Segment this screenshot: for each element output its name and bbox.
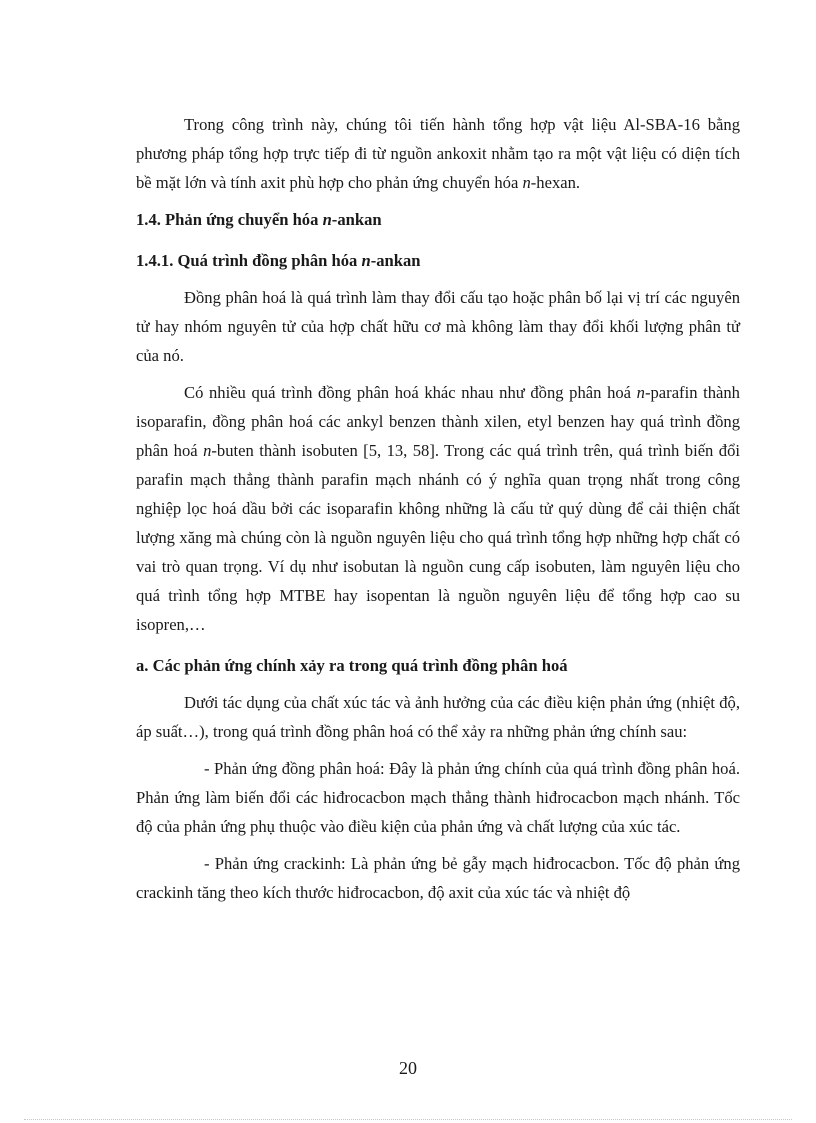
- page-number: 20: [399, 1058, 417, 1078]
- paragraph-isomerization-definition: Đồng phân hoá là quá trình làm thay đổi cấu tạo hoặc phân bố lại vị trí các nguyên tử hay nhóm nguyên tử của hợp chất hữu cơ mà không làm thay đổi khối lượng phân tử của nó.: [136, 288, 740, 365]
- page-content: [136, 110, 740, 907]
- heading-a-main-reactions: a. Các phản ứng chính xảy ra trong quá trình đồng phân hoá: [136, 656, 568, 675]
- footer-divider: [24, 1119, 792, 1120]
- paragraph-intro: Trong công trình này, chúng tôi tiến hành tổng hợp vật liệu Al-SBA-16 bằng phương pháp tổng hợp trực tiếp đi từ nguồn ankoxit nhằm tạo ra một vật liệu có diện tích bề mặt lớn và tính axit phù hợp cho phản ứng chuyển hóa n-hexan.: [136, 115, 740, 192]
- list-item-isomerization-reaction: - Phản ứng đồng phân hoá: Đây là phản ứng chính của quá trình đồng phân hoá. Phản ứng làm biến đổi các hiđrocacbon mạch thẳng thành hiđrocacbon mạch nhánh. Tốc độ của phản ứng phụ thuộc vào điều kiện của phản ứng và chất lượng của xúc tác.: [136, 759, 740, 836]
- list-item-cracking-reaction: - Phản ứng crackinh: Là phản ứng bẻ gẫy mạch hiđrocacbon. Tốc độ phản ứng crackinh tăng theo kích thước hiđrocacbon, độ axit của xúc tác và nhiệt độ: [136, 854, 740, 902]
- paragraph-isomerization-types: Có nhiều quá trình đồng phân hoá khác nhau như đồng phân hoá n-parafin thành isoparafin, đồng phân hoá các ankyl benzen thành xilen, etyl benzen hay quá trình đồng phân hoá n-buten thành isobuten [5, 13, 58]. Trong các quá trình trên, quá trình biến đổi parafin mạch thẳng thành parafin mạch nhánh có ý nghĩa quan trọng nhất trong công nghiệp lọc hoá dầu bởi các isoparafin không những là cấu tử quý dùng để cải thiện chất lượng xăng mà chúng còn là nguồn nguyên liệu cho quá trình tổng hợp những hợp chất có vai trò quan trọng. Ví dụ như isobutan là nguồn cung cấp isobuten, làm nguyên liệu cho quá trình tổng hợp MTBE hay isopentan là nguồn nguyên liệu để tổng hợp cao su isopren,…: [136, 383, 740, 634]
- paragraph-reactions-intro: Dưới tác dụng của chất xúc tác và ảnh hưởng của các điều kiện phản ứng (nhiệt độ, áp suất…), trong quá trình đồng phân hoá có thể xảy ra những phản ứng chính sau:: [136, 693, 740, 741]
- heading-1-4-1: 1.4.1. Quá trình đồng phân hóa n-ankan: [136, 251, 421, 270]
- heading-1-4: 1.4. Phản ứng chuyển hóa n-ankan: [136, 210, 382, 229]
